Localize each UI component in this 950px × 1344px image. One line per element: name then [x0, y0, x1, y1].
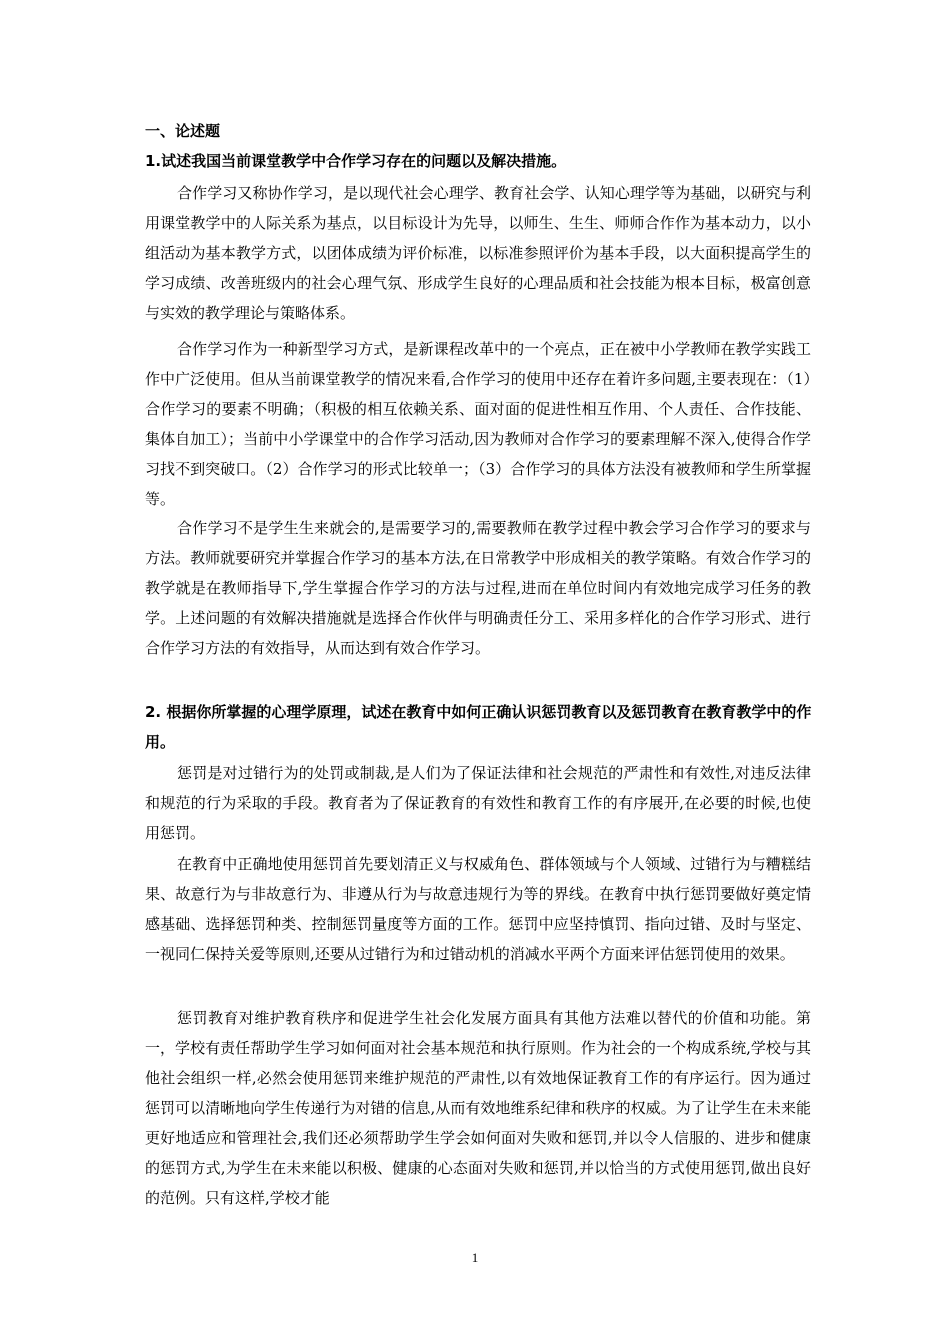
question-1-paragraph-2: 合作学习作为一种新型学习方式，是新课程改革中的一个亮点，正在被中小学教师在教学实践工作中广泛使用。但从当前课堂教学的情况来看,合作学习的使用中还存在着许多问题,主要表现在：（1）合作学习的要素不明确；（积极的相互依赖关系、面对面的促进性相互作用、个人责任、合作技能、集体自加工）；当前中小学课堂中的合作学习活动,因为教师对合作学习的要素理解不深入,使得合作学习找不到突破口。（2）合作学习的形式比较单一；（3）合作学习的具体方法没有被教师和学生所掌握等。 [145, 340, 811, 508]
question-1-paragraph-3: 合作学习不是学生生来就会的,是需要学习的,需要教师在教学过程中教会学习合作学习的要求与方法。教师就要研究并掌握合作学习的基本方法,在日常教学中形成相关的教学策略。有效合作学习的教学就是在教师指导下,学生掌握合作学习的方法与过程,进而在单位时间内有效地完成学习任务的教学。上述问题的有效解决措施就是选择合作伙伴与明确责任分工、采用多样化的合作学习形式、进行合作学习方法的有效指导，从而达到有效合作学习。 [145, 519, 811, 657]
page-number: 1 [471, 1250, 479, 1265]
question-2-paragraph-3: 惩罚教育对维护教育秩序和促进学生社会化发展方面具有其他方法难以替代的价值和功能。第一，学校有责任帮助学生学习如何面对社会基本规范和执行原则。作为社会的一个构成系统,学校与其他社会组织一样,必然会使用惩罚来维护规范的严肃性,以有效地保证教育工作的有序运行。因为通过惩罚可以清晰地向学生传递行为对错的信息,从而有效地维系纪律和秩序的权威。为了让学生在未来能更好地适应和管理社会,我们还必须帮助学生学会如何面对失败和惩罚,并以令人信服的、进步和健康的惩罚方式,为学生在未来能以积极、健康的心态面对失败和惩罚,并以恰当的方式使用惩罚,做出良好的范例。只有这样,学校才能 [145, 1009, 811, 1207]
question-1-paragraph-1: 合作学习又称协作学习，是以现代社会心理学、教育社会学、认知心理学等为基础，以研究与利用课堂教学中的人际关系为基点，以目标设计为先导，以师生、生生、师师合作作为基本动力，以小组活动为基本教学方式，以团体成绩为评价标准，以标准参照评价为基本手段，以大面积提高学生的学习成绩、改善班级内的社会心理气氛、形成学生良好的心理品质和社会技能为根本目标，极富创意与实效的教学理论与策略体系。 [145, 184, 811, 322]
question-2-title: 2. 根据你所掌握的心理学原理，试述在教育中如何正确认识惩罚教育以及惩罚教育在教育教学中的作用。 [145, 703, 812, 751]
question-2-paragraph-2: 在教育中正确地使用惩罚首先要划清正义与权威角色、群体领域与个人领域、过错行为与糟糕结果、故意行为与非故意行为、非遵从行为与故意违规行为等的界线。在教育中执行惩罚要做好奠定情感基础、选择惩罚种类、控制惩罚量度等方面的工作。惩罚中应坚持慎罚、指向过错、及时与坚定、一视同仁保持关爱等原则,还要从过错行为和过错动机的消减水平两个方面来评估惩罚使用的效果。 [145, 855, 811, 963]
question-1-title: 1.试述我国当前课堂教学中合作学习存在的问题以及解决措施。 [145, 152, 567, 170]
section-heading: 一、论述题 [145, 122, 221, 140]
question-2-paragraph-1: 惩罚是对过错行为的处罚或制裁,是人们为了保证法律和社会规范的严肃性和有效性,对违反法律和规范的行为采取的手段。教育者为了保证教育的有效性和教育工作的有序展开,在必要的时候,也使用惩罚。 [145, 764, 811, 842]
